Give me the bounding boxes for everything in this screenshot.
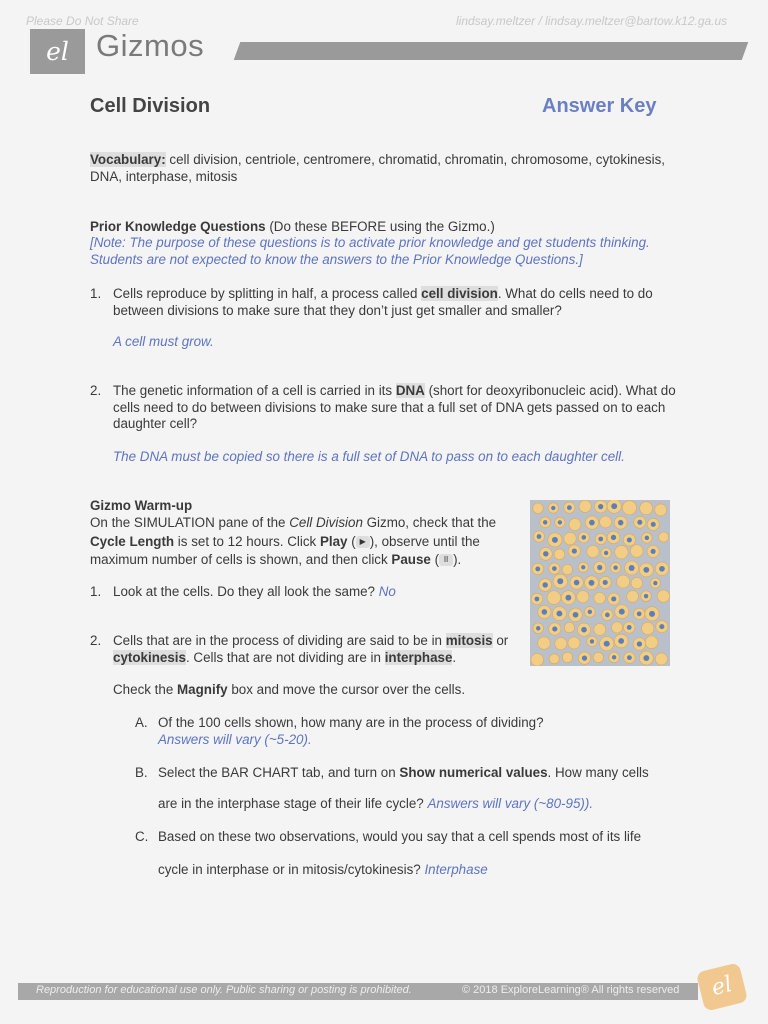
show-values-term: Show numerical values [399, 765, 548, 780]
cell [562, 564, 572, 574]
sub-question-label: B. [135, 765, 148, 780]
qb-b: . How many cells [547, 765, 649, 780]
cell-nucleus [552, 537, 558, 543]
magnify-b: box and move the cursor over the cells. [227, 682, 466, 697]
vocabulary-label: Vocabulary: [90, 152, 166, 167]
qc-line2: cycle in interphase or in mitosis/cytokinesis? [158, 862, 425, 877]
cell-nucleus [590, 639, 594, 643]
answer-text: Answers will vary (~80-95)). [427, 796, 594, 811]
cell-nucleus [613, 565, 617, 569]
cell-nucleus [552, 566, 557, 571]
cell [549, 654, 559, 664]
cell [568, 637, 580, 649]
watermark-text: Please Do Not Share [26, 14, 139, 28]
cell [655, 653, 667, 665]
q1-text-a: Cells reproduce by splitting in half, a process called [113, 286, 422, 301]
cell [564, 532, 576, 544]
cell-nucleus [604, 551, 608, 555]
cell [640, 502, 653, 515]
cell-nucleus [589, 520, 595, 526]
sub-question-text: Based on these two observations, would you say that a cell spends most of its life [158, 829, 642, 844]
cell-nucleus [581, 535, 586, 540]
cell-nucleus [573, 612, 579, 618]
cell-nucleus [627, 625, 632, 630]
cell-nucleus [643, 567, 649, 573]
cell [594, 623, 606, 635]
magnify-instruction [113, 682, 683, 699]
warmup-p7: ). [453, 552, 462, 567]
question-text [113, 633, 513, 666]
cell-nucleus [551, 506, 555, 510]
cell [600, 516, 612, 528]
cell [659, 532, 669, 542]
cell-nucleus [604, 641, 610, 647]
question-text [113, 286, 683, 319]
footer-logo-icon: el [696, 962, 748, 1011]
vocabulary [90, 152, 680, 185]
cell-nucleus [543, 520, 547, 524]
question-number: 2. [90, 633, 102, 648]
q2-text-a: The genetic information of a cell is carried in its [113, 383, 396, 398]
answer-text: Answers will vary (~5-20). [158, 732, 312, 747]
cell-nucleus [567, 505, 572, 510]
warmup-instructions [90, 514, 510, 570]
cell-nucleus [542, 609, 548, 615]
cell-nucleus [659, 566, 665, 572]
cell-nucleus [557, 611, 563, 617]
gizmos-logo-icon [30, 29, 85, 74]
cell [554, 549, 565, 560]
vocabulary-text: cell division, centriole, centromere, chromatid, chromatin, chromosome, cytokinesis, DNA, interphase, mitosis [90, 152, 666, 184]
term-dna: DNA [395, 383, 425, 398]
wq2-d: . [452, 649, 457, 665]
term-cytokinesis: cytokinesis [113, 649, 186, 665]
cell-nucleus [618, 638, 624, 644]
question-text [113, 383, 683, 433]
term-cell-division: cell division [421, 286, 498, 301]
question-number: 1. [90, 286, 102, 301]
logo-glyph: el [46, 37, 69, 66]
cell-nucleus [611, 503, 617, 509]
cell-nucleus [627, 537, 632, 542]
sub-question-text [158, 765, 678, 782]
cell [579, 500, 591, 512]
cell [533, 503, 544, 514]
cell-nucleus [643, 655, 649, 661]
cell-simulation-image [530, 500, 670, 666]
warmup-heading: Gizmo Warm-up [90, 498, 193, 513]
answer-text: A cell must grow. [113, 334, 214, 349]
cell [622, 501, 636, 515]
cell [593, 652, 603, 662]
cell-nucleus [651, 522, 656, 527]
cell-nucleus [637, 641, 642, 646]
qb-a: Select the BAR CHART tab, and turn on [158, 765, 400, 780]
q2-text-b: (short for deoxyribonucleic acid). What do cells need to do between divisions to make sure that a full set of DNA gets passed on to each daughter cell? [113, 383, 676, 431]
cell-nucleus [612, 655, 616, 659]
wq2-b: or [492, 633, 509, 648]
warmup-p3: is set to 12 hours. Click [174, 533, 320, 549]
warmup-p2: Gizmo, check that the [362, 515, 497, 530]
term-interphase: interphase [384, 649, 453, 665]
cell [538, 637, 551, 650]
cell-nucleus [581, 627, 587, 633]
warmup-p6: ( [430, 552, 440, 567]
cell [587, 545, 599, 557]
cell-nucleus [558, 520, 562, 524]
cell-nucleus [649, 611, 655, 617]
cell-nucleus [535, 567, 540, 572]
cell-nucleus [598, 537, 603, 542]
answer-text: Interphase [424, 862, 488, 877]
cell-nucleus [611, 535, 616, 540]
cell-nucleus [605, 613, 610, 618]
cell [645, 636, 658, 649]
prior-note: [Note: The purpose of these questions is to activate prior knowledge and get students thinking. Students are not expected to know the answers to the Prior Knowledge Questions.] [90, 235, 650, 267]
wq2-c: . Cells that are not dividing are in [185, 649, 385, 665]
cell-nucleus [543, 551, 548, 556]
sub-question-text [158, 715, 678, 732]
cell-nucleus [552, 626, 557, 631]
cell-nucleus [645, 536, 649, 540]
cell [630, 545, 643, 558]
sub-question-line2 [158, 796, 678, 813]
cell [615, 545, 628, 558]
play-term: Play [319, 533, 348, 549]
qa-text: Of the 100 cells shown, how many are in the process of dividing? [158, 715, 544, 730]
question-number: 2. [90, 383, 102, 398]
cell-nucleus [637, 520, 642, 525]
warmup-p5: ), observe until the maximum number of cells is shown, and then click [90, 533, 480, 567]
cell [569, 519, 581, 531]
cell-nucleus [598, 504, 603, 509]
header-bar [234, 42, 749, 60]
wq2-a: Cells that are in the process of dividing are said to be in [113, 633, 446, 648]
cell [531, 653, 544, 666]
brand-name: Gizmos [96, 28, 205, 63]
user-account-text: lindsay.meltzer / lindsay.meltzer@bartow.k12.ga.us [456, 14, 728, 28]
qb-line2: are in the interphase stage of their life cycle? [158, 796, 428, 811]
cell-nucleus [588, 610, 592, 614]
cell-nucleus [637, 611, 642, 616]
cell [564, 622, 574, 632]
cell-nucleus [581, 565, 585, 569]
gizmo-name: Cell Division [289, 515, 363, 530]
warmup-p4: ( [347, 533, 356, 549]
prior-knowledge-heading [90, 219, 680, 236]
cell [642, 622, 654, 634]
cell-nucleus [619, 609, 625, 615]
answer-text: The DNA must be copied so there is a full set of DNA to pass on to each daughter cell. [113, 449, 625, 464]
play-icon: ▶ [356, 536, 370, 548]
cell [612, 622, 623, 633]
prior-heading-bold: Prior Knowledge Questions [90, 219, 266, 234]
cell-nucleus [597, 565, 602, 570]
page-title: Cell Division [90, 95, 211, 117]
term-mitosis: mitosis [445, 633, 493, 648]
answer-key-label: Answer Key [542, 95, 657, 117]
cell-nucleus [651, 549, 656, 554]
cycle-length-term: Cycle Length [90, 533, 175, 549]
cell [555, 638, 567, 650]
answer-text: No [378, 584, 396, 599]
cell [655, 504, 667, 516]
sub-question-label: A. [135, 715, 148, 730]
warmup-p1: On the SIMULATION pane of the [90, 515, 290, 530]
cell-nucleus [629, 565, 635, 571]
wq1-text: Look at the cells. Do they all look the same? [113, 584, 379, 599]
question-number: 1. [90, 584, 102, 599]
cell-nucleus [582, 656, 587, 661]
cell [562, 652, 572, 662]
cell-nucleus [536, 626, 540, 630]
magnify-a: Check the [113, 682, 178, 697]
cell-nucleus [572, 548, 577, 553]
cell-nucleus [659, 624, 664, 629]
cell-nucleus [537, 534, 542, 539]
prior-heading-rest: (Do these BEFORE using the Gizmo.) [265, 219, 495, 234]
question-text [113, 584, 683, 601]
pause-term: Pause [391, 552, 431, 567]
sub-question-label: C. [135, 829, 149, 844]
magnify-term: Magnify [177, 682, 228, 697]
cell-nucleus [618, 520, 623, 525]
cell-nucleus [627, 655, 632, 660]
pause-icon: II [439, 554, 453, 566]
sub-question-line2 [158, 862, 678, 879]
q1-text-b: . What do cells need to do between divisions to make sure that they don’t just get smaller and smaller? [113, 286, 653, 318]
footer-disclaimer: Reproduction for educational use only. Public sharing or posting is prohibited. [36, 984, 412, 996]
footer-copyright: © 2018 ExploreLearning® All rights reserved [462, 984, 680, 996]
